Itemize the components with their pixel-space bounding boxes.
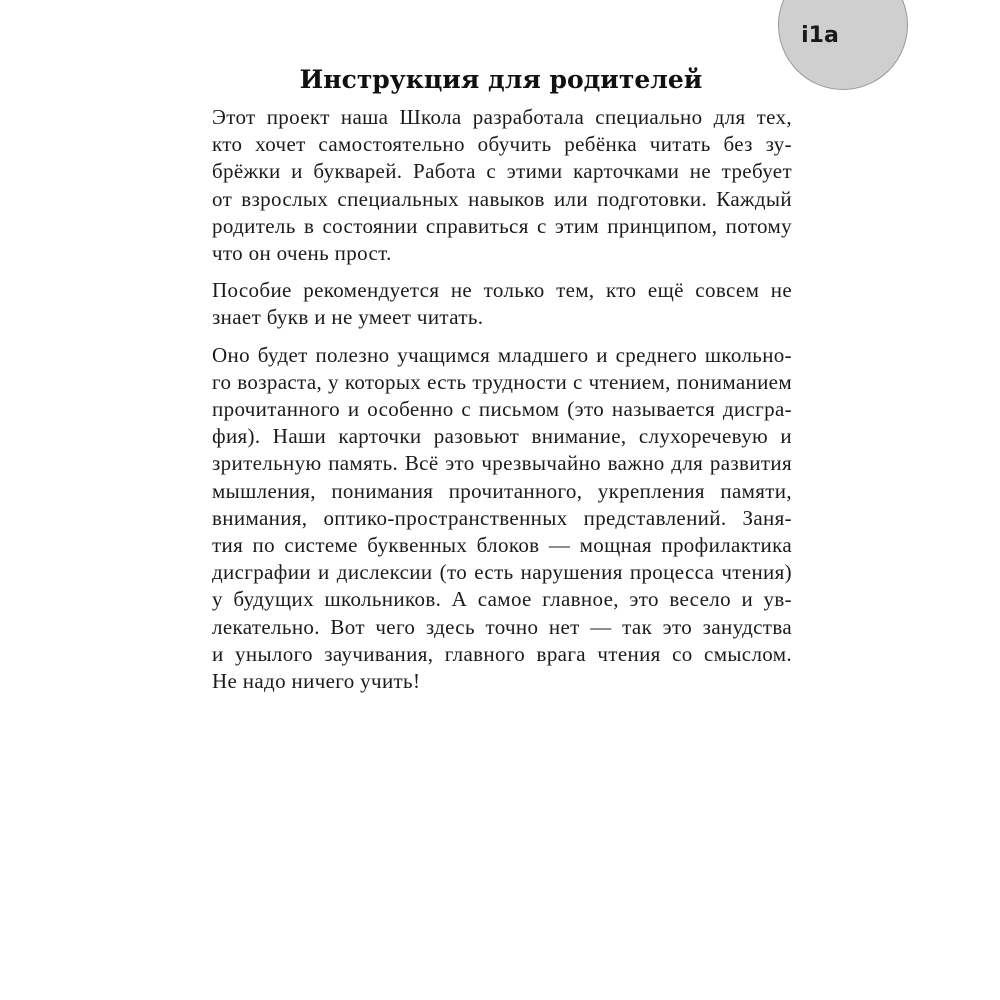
- text-line: дисграфии и дислексии (то есть нарушения процесса чтения): [212, 560, 792, 585]
- text-line: у будущих школьников. А самое главное, это весело и ув-: [212, 587, 792, 612]
- page-title: Инструкция для родителей: [299, 65, 703, 94]
- text-line: Оно будет полезно учащимся младшего и среднего школьно-: [212, 342, 792, 367]
- text-line: лекательно. Вот чего здесь точно нет — так это занудства: [212, 614, 792, 639]
- text-line: кто хочет самостоятельно обучить ребёнка читать без зу-: [212, 132, 792, 157]
- text-line: от взрослых специальных навыков или подготовки. Каждый: [212, 186, 792, 211]
- text-line: тия по системе буквенных блоков — мощная профилактика: [212, 533, 792, 558]
- paragraph-recommendation: [212, 277, 792, 331]
- text-line: мышления, понимания прочитанного, укрепления памяти,: [212, 478, 792, 503]
- text-line: что он очень прост.: [212, 241, 392, 266]
- paragraph-benefits: [212, 342, 792, 696]
- text-line: зрительную память. Всё это чрезвычайно важно для развития: [212, 451, 792, 476]
- text-line: прочитанного и особенно с письмом (это называется дисгра-: [212, 397, 792, 422]
- text-line: родитель в состоянии справиться с этим принципом, потому: [212, 213, 792, 238]
- page-tab-label: i1a: [801, 23, 839, 48]
- text-line: и унылого заучивания, главного врага чтения со смыслом.: [212, 641, 792, 666]
- text-line: фия). Наши карточки разовьют внимание, слухоречевую и: [212, 424, 792, 449]
- text-line: Этот проект наша Школа разработала специально для тех,: [212, 105, 792, 129]
- text-line: Пособие рекомендуется не только тем, кто ещё совсем не: [212, 278, 792, 303]
- text-line: знает букв и не умеет читать.: [212, 305, 484, 330]
- text-line: внимания, оптико-пространственных представлений. Заня-: [212, 505, 792, 530]
- text-line: Не надо ничего учить!: [212, 669, 421, 694]
- text-line: го возраста, у которых есть трудности с чтением, пониманием: [212, 369, 792, 394]
- text-line: брёжки и букварей. Работа с этими карточками не требует: [212, 159, 792, 184]
- body-text: [212, 104, 792, 705]
- paragraph-intro: [212, 104, 792, 267]
